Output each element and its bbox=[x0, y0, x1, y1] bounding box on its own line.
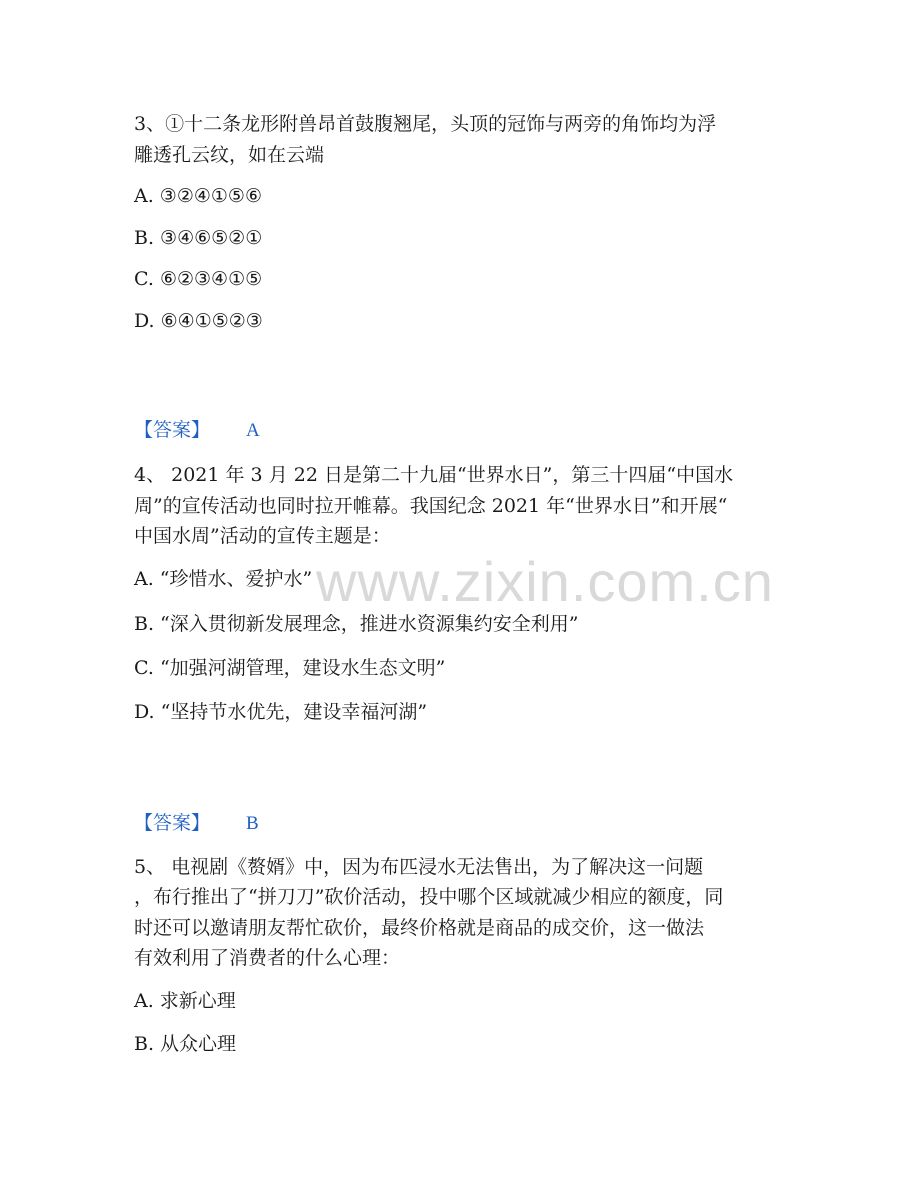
q3-stem-line-1: 3、①十二条龙形附兽昂首鼓腹翘尾，头顶的冠饰与两旁的角饰均为浮 bbox=[134, 113, 717, 135]
q3-option-a: A. ③②④①⑤⑥ bbox=[134, 185, 262, 207]
q4-option-d: D. “坚持节水优先，建设幸福河湖” bbox=[134, 701, 428, 723]
q4-stem-line-3: 中国水周”活动的宣传主题是： bbox=[134, 525, 391, 547]
q3-option-c: C. ⑥②③④①⑤ bbox=[134, 268, 263, 290]
watermark: www.zixin.com.cn bbox=[316, 550, 774, 613]
q4-option-a: A. “珍惜水、爱护水” bbox=[134, 568, 313, 590]
q3-option-d: D. ⑥④①⑤②③ bbox=[134, 310, 263, 332]
q5-stem-line-3: 时还可以邀请朋友帮忙砍价，最终价格就是商品的成交价，这一做法 bbox=[134, 917, 705, 939]
q3-answer bbox=[134, 416, 260, 445]
q5-stem-line-2: ，布行推出了“拼刀刀”砍价活动，投中哪个区域就减少相应的额度，同 bbox=[134, 886, 724, 908]
q3-stem-line-2: 雕透孔云纹，如在云端 bbox=[134, 144, 325, 166]
q4-option-b: B. “深入贯彻新发展理念，推进水资源集约安全利用” bbox=[134, 613, 579, 635]
q5-option-a: A. 求新心理 bbox=[134, 990, 236, 1012]
q4-stem-line-2: 周”的宣传活动也同时拉开帷幕。我国纪念 2021 年“世界水日”和开展“ bbox=[134, 495, 728, 517]
q5-stem-line-1: 5、 电视剧《赘婿》中，因为布匹浸水无法售出，为了解决这一问题 bbox=[134, 856, 704, 878]
q4-answer bbox=[134, 809, 259, 838]
answer-value: B bbox=[246, 813, 259, 834]
q3-option-b: B. ③④⑥⑤②① bbox=[134, 227, 263, 249]
answer-label: 【答案】 bbox=[134, 812, 211, 834]
answer-label: 【答案】 bbox=[134, 419, 211, 441]
q4-stem-line-1: 4、 2021 年 3 月 22 日是第二十九届“世界水日”，第三十四届“中国水 bbox=[134, 464, 734, 486]
answer-value: A bbox=[246, 420, 260, 441]
q4-option-c: C. “加强河湖管理，建设水生态文明” bbox=[134, 657, 446, 679]
q5-option-b: B. 从众心理 bbox=[134, 1033, 237, 1055]
q5-stem-line-4: 有效利用了消费者的什么心理： bbox=[134, 947, 401, 969]
